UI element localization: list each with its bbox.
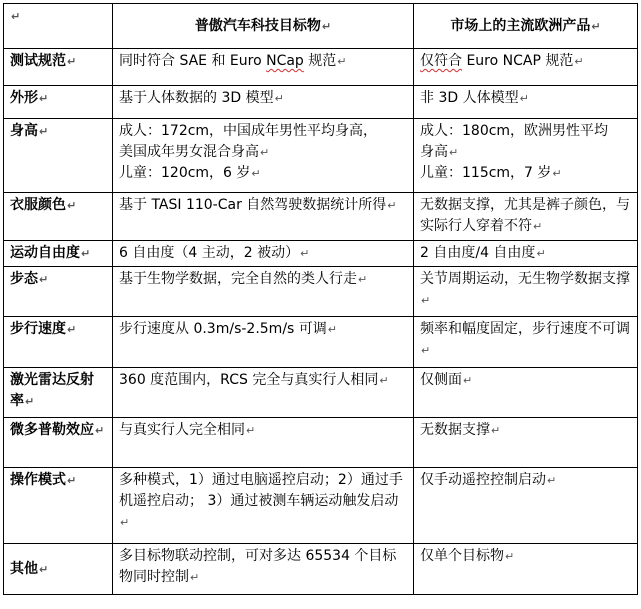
cell-europe: 仅手动遥控控制启动↵ (414, 468, 638, 544)
cell-europe: 2 自由度/4 自由度↵ (414, 241, 638, 267)
cell-europe: 仅单个目标物↵ (414, 544, 638, 595)
cell-europe: 频率和幅度固定，步行速度不可调↵ (414, 317, 638, 368)
table-row (4, 317, 638, 368)
cell-puao: 同时符合 SAE 和 Euro NCap 规范↵ (113, 49, 414, 86)
cell-europe: 仅符合 Euro NCAP 规范↵ (414, 49, 638, 86)
cell-puao: 基于生物学数据，完全自然的类人行走↵ (113, 267, 414, 317)
cell-europe: 成人：180cm，欧洲男性平均 身高↵ 儿童：115cm，7 岁↵ (414, 119, 638, 193)
row-label: 测试规范↵ (4, 49, 113, 86)
cell-puao: 多目标物联动控制，可对多达 65534 个目标物同时控制↵ (113, 544, 414, 595)
cell-puao: 与真实行人完全相同↵ (113, 418, 414, 468)
cell-puao: 基于人体数据的 3D 模型↵ (113, 86, 414, 119)
table-row (4, 468, 638, 544)
table-row (4, 193, 638, 241)
cell-europe: 仅侧面↵ (414, 368, 638, 418)
row-label: 激光雷达反射率↵ (4, 368, 113, 418)
cell-puao: 6 自由度（4 主动，2 被动）↵ (113, 241, 414, 267)
table-row (4, 368, 638, 418)
cell-europe: 无数据支撑，尤其是裤子颜色，与实际行人穿着不符↵ (414, 193, 638, 241)
cell-europe: 非 3D 人体模型↵ (414, 86, 638, 119)
table-row (4, 267, 638, 317)
cell-europe: 关节周期运动，无生物学数据支撑↵ (414, 267, 638, 317)
table-row (4, 241, 638, 267)
row-label: 步态↵ (4, 267, 113, 317)
column-header-europe: 市场上的主流欧洲产品↵ (414, 4, 638, 49)
comparison-table (3, 3, 638, 595)
paragraph-mark: ↵ (11, 10, 21, 23)
cell-puao: 步行速度从 0.3m/s-2.5m/s 可调↵ (113, 317, 414, 368)
table-row (4, 119, 638, 193)
row-label: 操作模式↵ (4, 468, 113, 544)
table-row (4, 544, 638, 595)
table-row (4, 86, 638, 119)
table-row (4, 49, 638, 86)
cell-puao: 成人：172cm，中国成年男性平均身高， 美国成年男女混合身高↵ 儿童：120cm，6 岁↵ (113, 119, 414, 193)
row-label: 其他↵ (4, 544, 113, 595)
row-label: 运动自由度↵ (4, 241, 113, 267)
table-row (4, 418, 638, 468)
column-header-puao: 普傲汽车科技目标物↵ (113, 4, 414, 49)
row-label: 衣服颜色↵ (4, 193, 113, 241)
row-label: 微多普勒效应↵ (4, 418, 113, 468)
row-label: 外形↵ (4, 86, 113, 119)
row-label: 身高↵ (4, 119, 113, 193)
cell-europe: 无数据支撑↵ (414, 418, 638, 468)
cell-puao: 多种模式，1）通过电脑遥控启动；2）通过手机遥控启动； 3）通过被测车辆运动触发启动↵ (113, 468, 414, 544)
table-header-row (4, 4, 638, 49)
cell-puao: 基于 TASI 110-Car 自然驾驶数据统计所得↵ (113, 193, 414, 241)
row-label: 步行速度↵ (4, 317, 113, 368)
cell-puao: 360 度范围内，RCS 完全与真实行人相同↵ (113, 368, 414, 418)
corner-cell (4, 4, 113, 49)
